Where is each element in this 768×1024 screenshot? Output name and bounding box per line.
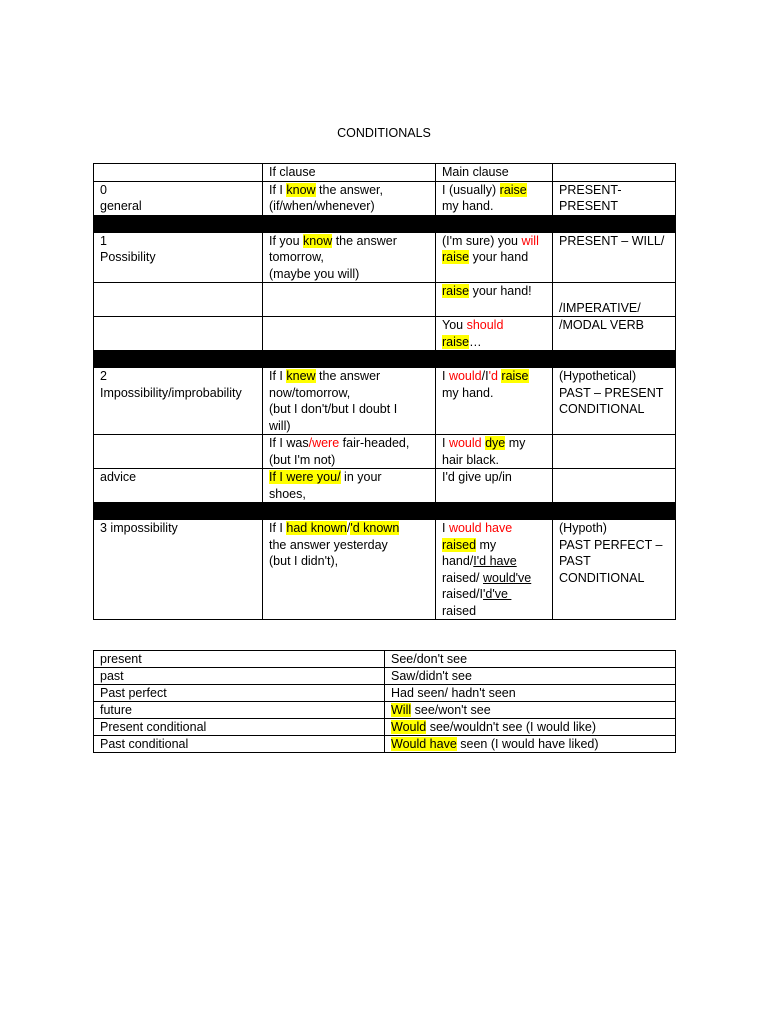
separator-bar bbox=[94, 503, 676, 520]
cell-text: will) bbox=[269, 418, 291, 433]
cell-text: I (usually) bbox=[442, 182, 500, 197]
highlighted-text: raised bbox=[442, 537, 477, 552]
if-clause-cell bbox=[263, 368, 436, 435]
tense-name-cell: Past perfect bbox=[94, 685, 385, 702]
cell-text: hand/ bbox=[442, 554, 474, 568]
cell-text: See/don't see bbox=[391, 652, 468, 666]
cell-text: I bbox=[442, 521, 449, 535]
cell-text: raised bbox=[442, 603, 477, 618]
cell-text: the answer yesterday bbox=[269, 537, 388, 552]
black-separator-row bbox=[94, 215, 676, 232]
black-separator-row bbox=[94, 351, 676, 368]
cell-text: the answer, bbox=[315, 182, 383, 197]
conditionals-row bbox=[94, 435, 676, 469]
highlighted-text: know bbox=[286, 182, 316, 197]
cell-text: PAST – PRESENT bbox=[559, 385, 664, 400]
tense-form-cell bbox=[385, 685, 676, 702]
conditionals-table bbox=[93, 163, 676, 620]
conditionals-header-row bbox=[94, 164, 676, 182]
cell-text: Saw/didn't see bbox=[391, 669, 472, 683]
cell-text: my bbox=[505, 436, 526, 450]
cell-text: If I bbox=[269, 182, 287, 197]
tense-formula-cell bbox=[553, 520, 676, 620]
cell-text: I bbox=[442, 436, 449, 450]
conditionals-table-body bbox=[94, 164, 676, 620]
conditionals-row bbox=[94, 317, 676, 351]
tense-name-cell: Present conditional bbox=[94, 719, 385, 736]
cell-text: fair-headed, bbox=[339, 436, 410, 450]
cell-text: my hand. bbox=[442, 199, 494, 213]
cell-text: seen (I would have liked) bbox=[456, 737, 599, 751]
highlighted-text: raise bbox=[499, 182, 527, 197]
tense-form-cell bbox=[385, 651, 676, 668]
cell-text: I bbox=[442, 369, 449, 383]
tense-form-cell bbox=[385, 702, 676, 719]
header-cell-main-clause: Main clause bbox=[436, 164, 553, 182]
cell-text: If I bbox=[269, 369, 287, 383]
cell-text: /MODAL VERB bbox=[559, 318, 644, 332]
if-clause-cell bbox=[263, 283, 436, 317]
main-clause-cell bbox=[436, 469, 553, 503]
highlighted-text: If I were you/ bbox=[269, 470, 341, 484]
tense-formula-cell bbox=[553, 232, 676, 283]
conditional-type-cell bbox=[94, 232, 263, 283]
cell-text: 'd've bbox=[483, 587, 512, 601]
cell-text: my bbox=[476, 537, 497, 552]
main-clause-cell bbox=[436, 283, 553, 317]
if-clause-cell bbox=[263, 469, 436, 503]
red-text: should bbox=[466, 318, 504, 332]
conditional-type-cell bbox=[94, 520, 263, 620]
main-clause-cell bbox=[436, 181, 553, 215]
conditionals-row bbox=[94, 368, 676, 435]
separator-bar bbox=[94, 351, 676, 368]
highlighted-text: dye bbox=[485, 436, 506, 450]
highlighted-text: know bbox=[303, 233, 333, 248]
cell-text: You bbox=[442, 318, 467, 332]
tense-row bbox=[94, 685, 676, 702]
cell-text: now/tomorrow, bbox=[269, 385, 351, 400]
cell-text: (I'm sure) you bbox=[442, 233, 522, 248]
highlighted-text: Would bbox=[391, 720, 427, 734]
cell-text: see/won't see bbox=[411, 703, 491, 717]
cell-text: (but I didn't), bbox=[269, 554, 339, 568]
cell-text: Had seen/ hadn't seen bbox=[391, 686, 516, 700]
tense-formula-cell bbox=[553, 435, 676, 469]
if-clause-cell bbox=[263, 181, 436, 215]
cell-text: Impossibility/improbability bbox=[100, 385, 242, 400]
cell-text: … bbox=[469, 334, 482, 349]
highlighted-text: raise bbox=[501, 369, 529, 383]
cell-text: 0 bbox=[100, 182, 107, 197]
cell-text: If you bbox=[269, 233, 304, 248]
cell-text: If I was bbox=[269, 436, 309, 450]
cell-text: If I bbox=[269, 521, 287, 535]
cell-text: PAST bbox=[559, 554, 591, 568]
main-clause-cell bbox=[436, 520, 553, 620]
cell-text: PAST PERFECT – bbox=[559, 537, 663, 552]
tense-name-cell: Past conditional bbox=[94, 736, 385, 753]
cell-text: CONDITIONAL bbox=[559, 570, 645, 585]
tense-form-cell bbox=[385, 719, 676, 736]
cell-text: 3 impossibility bbox=[100, 521, 178, 535]
cell-text: I'd give up/in bbox=[442, 470, 512, 484]
cell-text: (maybe you will) bbox=[269, 266, 360, 281]
conditional-type-cell bbox=[94, 435, 263, 469]
cell-text: your hand bbox=[469, 250, 529, 264]
cell-text: the answer bbox=[315, 369, 381, 383]
cell-text: 1 bbox=[100, 233, 107, 248]
red-text: would have bbox=[448, 521, 513, 535]
tense-formula-cell bbox=[553, 181, 676, 215]
if-clause-cell bbox=[263, 317, 436, 351]
tense-name-cell: past bbox=[94, 668, 385, 685]
tense-formula-cell bbox=[553, 317, 676, 351]
tense-row bbox=[94, 719, 676, 736]
highlighted-text: raise bbox=[442, 334, 470, 349]
tense-table-body bbox=[94, 651, 676, 753]
cell-text: raised/ bbox=[442, 570, 483, 585]
cell-text: /I bbox=[481, 369, 489, 383]
cell-text: tomorrow, bbox=[269, 250, 324, 264]
cell-text: in your bbox=[340, 470, 382, 484]
cell-text: / bbox=[346, 521, 351, 535]
cell-text: the answer bbox=[332, 233, 397, 248]
red-text: 'd bbox=[488, 369, 498, 383]
red-text: will bbox=[521, 233, 539, 248]
red-text: would bbox=[448, 436, 482, 450]
highlighted-text: raise bbox=[442, 284, 470, 298]
tense-formula-cell bbox=[553, 283, 676, 317]
highlighted-text: knew bbox=[286, 369, 316, 383]
if-clause-cell bbox=[263, 232, 436, 283]
tense-form-cell bbox=[385, 736, 676, 753]
cell-text: would've bbox=[483, 570, 532, 585]
highlighted-text: Would have bbox=[391, 737, 457, 751]
tense-formula-cell bbox=[553, 368, 676, 435]
cell-text: 2 bbox=[100, 369, 107, 383]
cell-text: (Hypoth) bbox=[559, 521, 607, 535]
if-clause-cell bbox=[263, 520, 436, 620]
separator-bar bbox=[94, 215, 676, 232]
tense-formula-cell bbox=[553, 469, 676, 503]
cell-text: shoes, bbox=[269, 486, 306, 501]
tense-form-cell bbox=[385, 668, 676, 685]
header-cell-if-clause: If clause bbox=[263, 164, 436, 182]
cell-text: CONDITIONAL bbox=[559, 402, 645, 416]
cell-text: Possibility bbox=[100, 250, 156, 264]
cell-text: /IMPERATIVE/ bbox=[559, 300, 641, 315]
conditionals-row bbox=[94, 520, 676, 620]
tense-name-cell: present bbox=[94, 651, 385, 668]
conditionals-row bbox=[94, 232, 676, 283]
conditional-type-cell bbox=[94, 283, 263, 317]
cell-text: my hand. bbox=[442, 385, 494, 400]
cell-text: (but I'm not) bbox=[269, 452, 336, 467]
main-clause-cell bbox=[436, 368, 553, 435]
highlighted-text: 'd known bbox=[350, 521, 400, 535]
cell-text: PRESENT-PRESENT bbox=[559, 182, 622, 213]
conditionals-row bbox=[94, 469, 676, 503]
tense-row bbox=[94, 736, 676, 753]
red-text: would bbox=[448, 369, 482, 383]
cell-text: I'd have bbox=[473, 554, 517, 568]
conditional-type-cell bbox=[94, 317, 263, 351]
page-title: CONDITIONALS bbox=[337, 126, 431, 140]
black-separator-row bbox=[94, 503, 676, 520]
main-clause-cell bbox=[436, 435, 553, 469]
main-clause-cell bbox=[436, 232, 553, 283]
cell-text: (Hypothetical) bbox=[559, 369, 637, 383]
tense-name-cell: future bbox=[94, 702, 385, 719]
highlighted-text: raise bbox=[442, 250, 470, 264]
header-cell-formula bbox=[553, 164, 676, 182]
conditional-type-cell bbox=[94, 181, 263, 215]
tense-table bbox=[93, 650, 676, 753]
cell-text: PRESENT – WILL/ bbox=[559, 233, 665, 248]
cell-text: hair black. bbox=[442, 452, 499, 467]
cell-text: your hand! bbox=[469, 284, 532, 298]
main-clause-cell bbox=[436, 317, 553, 351]
header-cell-type bbox=[94, 164, 263, 182]
cell-text: (but I don't/but I doubt I bbox=[269, 402, 398, 416]
red-text: /were bbox=[308, 436, 340, 450]
cell-text: (if/when/whenever) bbox=[269, 199, 375, 213]
if-clause-cell bbox=[263, 435, 436, 469]
cell-text: general bbox=[100, 199, 142, 213]
highlighted-text: had known bbox=[286, 521, 347, 535]
conditional-type-cell bbox=[94, 368, 263, 435]
cell-text: raised/I bbox=[442, 587, 483, 601]
tense-row bbox=[94, 702, 676, 719]
tense-row bbox=[94, 651, 676, 668]
highlighted-text: Will bbox=[391, 703, 412, 717]
conditionals-row bbox=[94, 181, 676, 215]
cell-text: advice bbox=[100, 470, 137, 484]
tense-row bbox=[94, 668, 676, 685]
conditionals-row bbox=[94, 283, 676, 317]
conditional-type-cell bbox=[94, 469, 263, 503]
cell-text: see/wouldn't see (I would like) bbox=[426, 720, 597, 734]
